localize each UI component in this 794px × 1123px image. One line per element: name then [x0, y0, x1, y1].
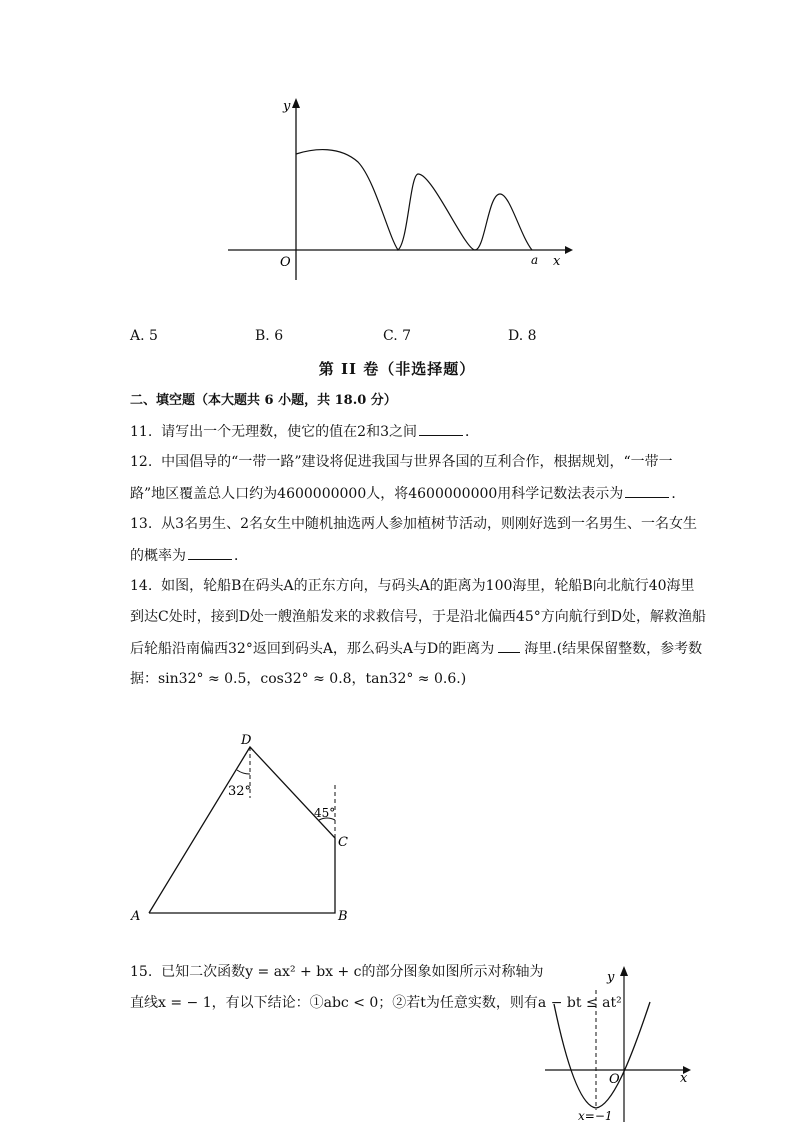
- option-c[interactable]: C. 7: [383, 328, 412, 344]
- label-c: C: [338, 835, 348, 850]
- option-a[interactable]: A. 5: [130, 328, 158, 344]
- part-title: 第 II 卷（非选择题）: [318, 360, 476, 378]
- graph15-x-label: x: [680, 1071, 688, 1086]
- label-d: D: [241, 733, 252, 748]
- section-title: 二、填空题（本大题共 6 小题，共 18.0 分）: [130, 393, 397, 408]
- question-12-line1: 12. 中国倡导的“一带一路”建设将促进我国与世界各国的互利合作，根据规划，“一带一: [130, 454, 673, 470]
- question-15-line1: 15. 已知二次函数y = ax² + bx + c的部分图象如图所示对称轴为: [130, 964, 544, 980]
- graph15-axis-label: x=−1: [578, 1109, 613, 1123]
- function-graph-1: [220, 90, 580, 280]
- answer-blank-14[interactable]: [498, 638, 520, 653]
- answer-blank-12[interactable]: [625, 483, 669, 498]
- parabola-graph-15: [540, 962, 694, 1123]
- question-14-line2: 到达C处时，接到D处一艘渔船发来的求救信号，于是沿北偏西45°方向航行到D处，解救渔船: [130, 609, 706, 625]
- angle-c-label: 45°: [314, 806, 336, 820]
- graph1-y-label: y: [283, 99, 291, 114]
- graph1-origin-label: O: [280, 255, 291, 270]
- answer-blank-13[interactable]: [188, 545, 232, 560]
- question-12-line2: 路”地区覆盖总人口约为4600000000人，将4600000000用科学记数法表示为 ．: [130, 483, 685, 504]
- question-13-line1: 13. 从3名男生、2名女生中随机抽选两人参加植树节活动，则刚好选到一名男生、一名女生: [130, 516, 697, 532]
- question-11: 11. 请写出一个无理数，使它的值在2和3之间 ．: [130, 421, 479, 442]
- angle-d-label: 32°: [228, 784, 252, 799]
- question-13-line2: 的概率为 ．: [130, 545, 248, 566]
- label-a: A: [131, 909, 141, 924]
- label-b: B: [338, 909, 348, 924]
- graph1-a-label: a: [531, 253, 539, 267]
- question-14-line4: 据：sin32° ≈ 0.5，cos32° ≈ 0.8，tan32° ≈ 0.6.): [130, 671, 467, 687]
- answer-blank-11[interactable]: [419, 421, 463, 436]
- question-15-line2: 直线x = − 1，有以下结论：①abc < 0；②若t为任意实数，则有a − bt ≤ at²: [130, 995, 622, 1011]
- question-14-line1: 14. 如图，轮船B在码头A的正东方向，与码头A的距离为100海里，轮船B向北航行40海里: [130, 578, 695, 594]
- question-14-line3: 后轮船沿南偏西32°返回到码头A，那么码头A与D的距离为 海里.(结果保留整数，参考数: [130, 638, 702, 659]
- graph15-y-label: y: [607, 970, 615, 985]
- option-b[interactable]: B. 6: [255, 328, 284, 344]
- graph1-x-label: x: [553, 254, 561, 269]
- graph15-origin-label: O: [609, 1072, 620, 1087]
- option-d[interactable]: D. 8: [508, 328, 537, 344]
- figure-14-diagram: [125, 730, 365, 930]
